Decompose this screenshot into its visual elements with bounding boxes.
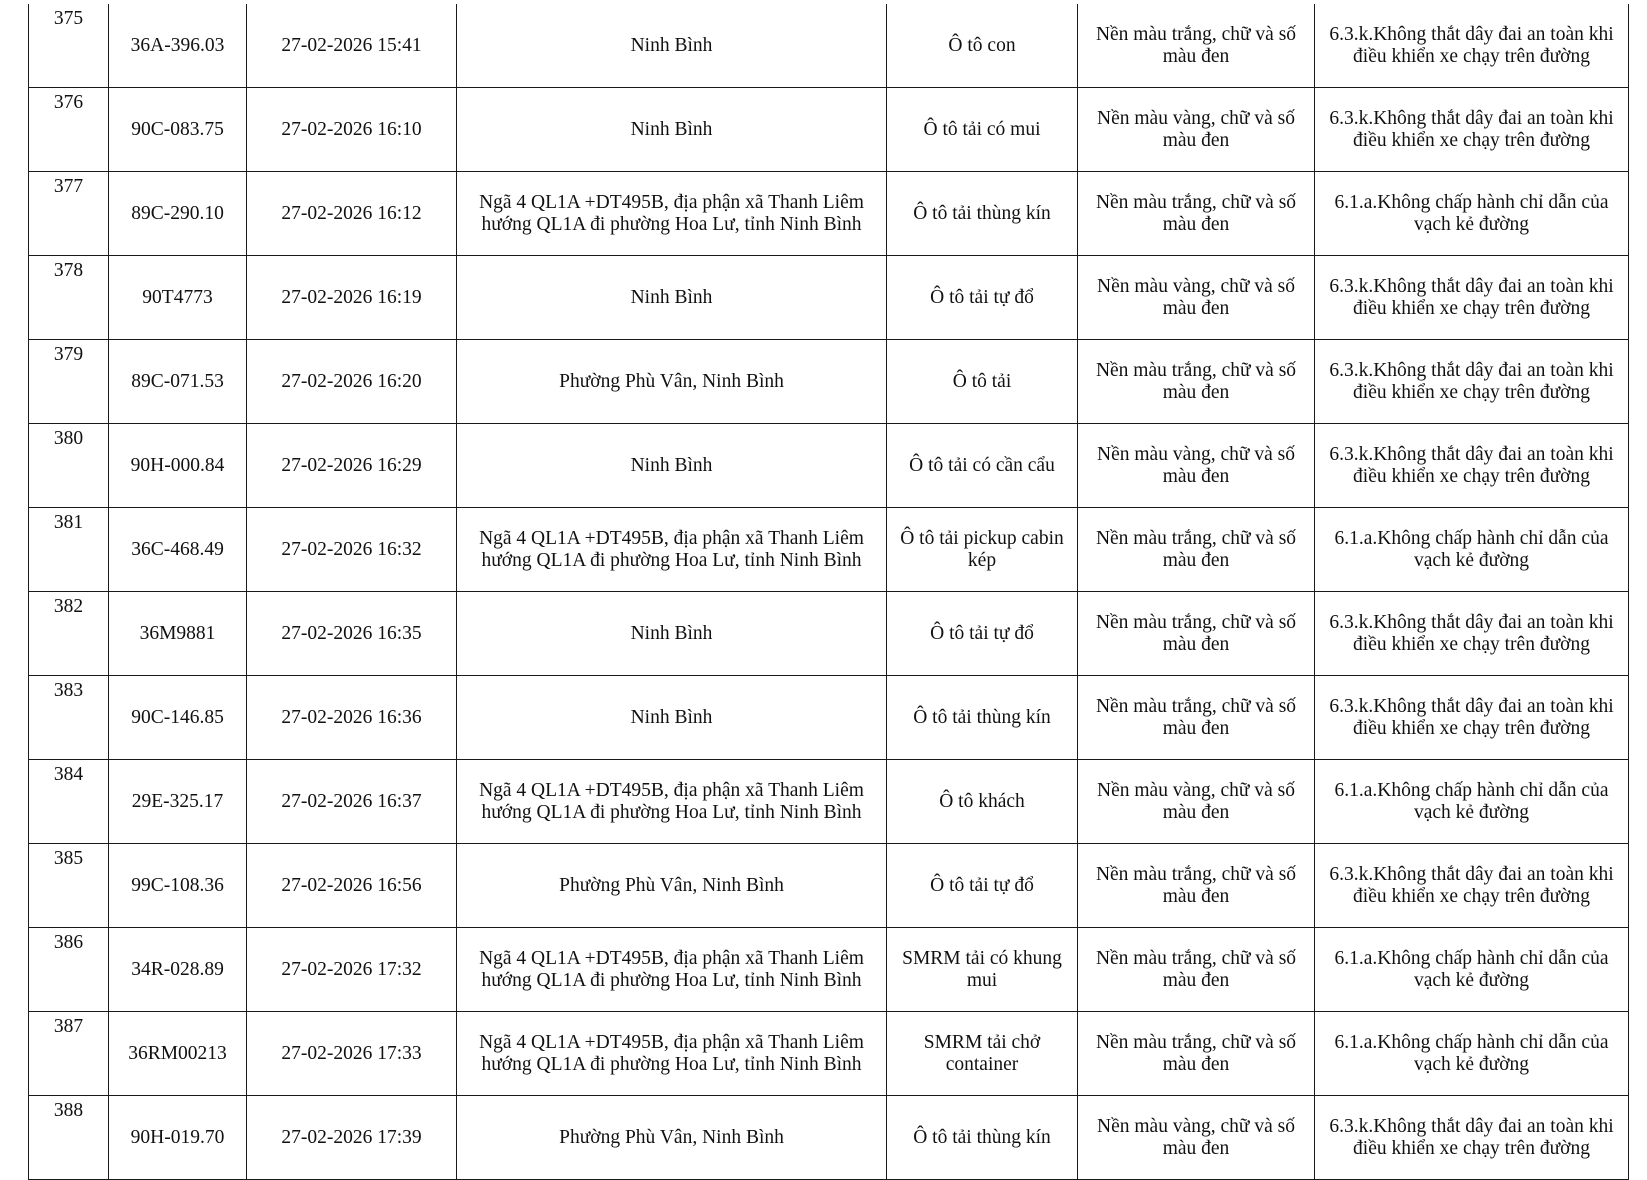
table-row <box>29 4 1629 88</box>
table-row <box>29 676 1629 760</box>
license-plate: 99C-108.36 <box>109 844 247 928</box>
license-plate: 36A-396.03 <box>109 4 247 88</box>
vehicle-type: Ô tô tải có mui <box>887 88 1078 172</box>
row-number: 388 <box>29 1096 109 1180</box>
plate-color: Nền màu vàng, chữ và số màu đen <box>1078 424 1315 508</box>
row-number: 383 <box>29 676 109 760</box>
plate-color: Nền màu vàng, chữ và số màu đen <box>1078 256 1315 340</box>
license-plate: 29E-325.17 <box>109 760 247 844</box>
table-row <box>29 592 1629 676</box>
violation-description: 6.3.k.Không thắt dây đai an toàn khi điều khiển xe chạy trên đường <box>1315 4 1629 88</box>
plate-color: Nền màu trắng, chữ và số màu đen <box>1078 844 1315 928</box>
violation-time: 27-02-2026 16:10 <box>247 88 457 172</box>
row-number: 387 <box>29 1012 109 1096</box>
violation-description: 6.1.a.Không chấp hành chỉ dẫn của vạch kẻ đường <box>1315 508 1629 592</box>
vehicle-type: Ô tô khách <box>887 760 1078 844</box>
row-number: 382 <box>29 592 109 676</box>
table-row <box>29 508 1629 592</box>
violation-location: Ngã 4 QL1A +DT495B, địa phận xã Thanh Liêm hướng QL1A đi phường Hoa Lư, tỉnh Ninh Bình <box>457 172 887 256</box>
license-plate: 90T4773 <box>109 256 247 340</box>
row-number: 376 <box>29 88 109 172</box>
vehicle-type: Ô tô tải tự đổ <box>887 844 1078 928</box>
violation-time: 27-02-2026 16:36 <box>247 676 457 760</box>
row-number: 377 <box>29 172 109 256</box>
plate-color: Nền màu trắng, chữ và số màu đen <box>1078 1012 1315 1096</box>
row-number: 375 <box>29 4 109 88</box>
license-plate: 89C-290.10 <box>109 172 247 256</box>
table-row <box>29 760 1629 844</box>
violation-location: Ninh Bình <box>457 88 887 172</box>
violation-location: Phường Phù Vân, Ninh Bình <box>457 1096 887 1180</box>
violation-location: Ninh Bình <box>457 424 887 508</box>
violation-location: Ngã 4 QL1A +DT495B, địa phận xã Thanh Liêm hướng QL1A đi phường Hoa Lư, tỉnh Ninh Bình <box>457 928 887 1012</box>
plate-color: Nền màu trắng, chữ và số màu đen <box>1078 592 1315 676</box>
plate-color: Nền màu vàng, chữ và số màu đen <box>1078 88 1315 172</box>
vehicle-type: Ô tô tải tự đổ <box>887 592 1078 676</box>
violation-time: 27-02-2026 17:39 <box>247 1096 457 1180</box>
violation-time: 27-02-2026 17:33 <box>247 1012 457 1096</box>
violation-time: 27-02-2026 15:41 <box>247 4 457 88</box>
plate-color: Nền màu trắng, chữ và số màu đen <box>1078 4 1315 88</box>
license-plate: 34R-028.89 <box>109 928 247 1012</box>
violation-location: Ninh Bình <box>457 4 887 88</box>
violation-description: 6.3.k.Không thắt dây đai an toàn khi điều khiển xe chạy trên đường <box>1315 340 1629 424</box>
plate-color: Nền màu trắng, chữ và số màu đen <box>1078 676 1315 760</box>
vehicle-type: Ô tô tải có cần cẩu <box>887 424 1078 508</box>
vehicle-type: SMRM tải chở container <box>887 1012 1078 1096</box>
violation-time: 27-02-2026 16:56 <box>247 844 457 928</box>
violation-description: 6.3.k.Không thắt dây đai an toàn khi điều khiển xe chạy trên đường <box>1315 256 1629 340</box>
license-plate: 90C-146.85 <box>109 676 247 760</box>
plate-color: Nền màu trắng, chữ và số màu đen <box>1078 340 1315 424</box>
table-row <box>29 172 1629 256</box>
vehicle-type: Ô tô tải thùng kín <box>887 676 1078 760</box>
license-plate: 90C-083.75 <box>109 88 247 172</box>
row-number: 378 <box>29 256 109 340</box>
table-row <box>29 88 1629 172</box>
table-row <box>29 844 1629 928</box>
violation-description: 6.1.a.Không chấp hành chỉ dẫn của vạch kẻ đường <box>1315 172 1629 256</box>
violation-location: Ninh Bình <box>457 592 887 676</box>
license-plate: 36C-468.49 <box>109 508 247 592</box>
violation-time: 27-02-2026 16:19 <box>247 256 457 340</box>
row-number: 385 <box>29 844 109 928</box>
violation-time: 27-02-2026 16:29 <box>247 424 457 508</box>
violation-time: 27-02-2026 17:32 <box>247 928 457 1012</box>
plate-color: Nền màu trắng, chữ và số màu đen <box>1078 928 1315 1012</box>
violation-description: 6.1.a.Không chấp hành chỉ dẫn của vạch kẻ đường <box>1315 928 1629 1012</box>
vehicle-type: Ô tô tải tự đổ <box>887 256 1078 340</box>
license-plate: 36M9881 <box>109 592 247 676</box>
violation-location: Ninh Bình <box>457 256 887 340</box>
violation-description: 6.3.k.Không thắt dây đai an toàn khi điều khiển xe chạy trên đường <box>1315 676 1629 760</box>
violations-table <box>28 4 1629 1180</box>
vehicle-type: SMRM tải có khung mui <box>887 928 1078 1012</box>
violation-time: 27-02-2026 16:32 <box>247 508 457 592</box>
violation-description: 6.3.k.Không thắt dây đai an toàn khi điều khiển xe chạy trên đường <box>1315 844 1629 928</box>
row-number: 381 <box>29 508 109 592</box>
table-row <box>29 424 1629 508</box>
plate-color: Nền màu trắng, chữ và số màu đen <box>1078 172 1315 256</box>
violation-time: 27-02-2026 16:37 <box>247 760 457 844</box>
violations-table-body <box>29 4 1629 1180</box>
vehicle-type: Ô tô tải thùng kín <box>887 172 1078 256</box>
vehicle-type: Ô tô tải <box>887 340 1078 424</box>
license-plate: 36RM00213 <box>109 1012 247 1096</box>
table-row <box>29 928 1629 1012</box>
violation-description: 6.3.k.Không thắt dây đai an toàn khi điều khiển xe chạy trên đường <box>1315 424 1629 508</box>
table-row <box>29 1012 1629 1096</box>
table-row <box>29 1096 1629 1180</box>
plate-color: Nền màu vàng, chữ và số màu đen <box>1078 1096 1315 1180</box>
vehicle-type: Ô tô tải thùng kín <box>887 1096 1078 1180</box>
violation-description: 6.1.a.Không chấp hành chỉ dẫn của vạch kẻ đường <box>1315 1012 1629 1096</box>
plate-color: Nền màu vàng, chữ và số màu đen <box>1078 760 1315 844</box>
license-plate: 89C-071.53 <box>109 340 247 424</box>
violation-description: 6.3.k.Không thắt dây đai an toàn khi điều khiển xe chạy trên đường <box>1315 592 1629 676</box>
violation-location: Phường Phù Vân, Ninh Bình <box>457 844 887 928</box>
violation-time: 27-02-2026 16:35 <box>247 592 457 676</box>
violation-location: Ninh Bình <box>457 676 887 760</box>
violation-location: Ngã 4 QL1A +DT495B, địa phận xã Thanh Liêm hướng QL1A đi phường Hoa Lư, tỉnh Ninh Bình <box>457 1012 887 1096</box>
violation-location: Ngã 4 QL1A +DT495B, địa phận xã Thanh Liêm hướng QL1A đi phường Hoa Lư, tỉnh Ninh Bình <box>457 508 887 592</box>
violation-time: 27-02-2026 16:20 <box>247 340 457 424</box>
violation-location: Ngã 4 QL1A +DT495B, địa phận xã Thanh Liêm hướng QL1A đi phường Hoa Lư, tỉnh Ninh Bình <box>457 760 887 844</box>
violation-description: 6.3.k.Không thắt dây đai an toàn khi điều khiển xe chạy trên đường <box>1315 1096 1629 1180</box>
vehicle-type: Ô tô con <box>887 4 1078 88</box>
row-number: 386 <box>29 928 109 1012</box>
license-plate: 90H-019.70 <box>109 1096 247 1180</box>
plate-color: Nền màu trắng, chữ và số màu đen <box>1078 508 1315 592</box>
row-number: 379 <box>29 340 109 424</box>
row-number: 384 <box>29 760 109 844</box>
vehicle-type: Ô tô tải pickup cabin kép <box>887 508 1078 592</box>
table-row <box>29 340 1629 424</box>
violation-description: 6.1.a.Không chấp hành chỉ dẫn của vạch kẻ đường <box>1315 760 1629 844</box>
table-row <box>29 256 1629 340</box>
violation-time: 27-02-2026 16:12 <box>247 172 457 256</box>
row-number: 380 <box>29 424 109 508</box>
violation-description: 6.3.k.Không thắt dây đai an toàn khi điều khiển xe chạy trên đường <box>1315 88 1629 172</box>
violation-location: Phường Phù Vân, Ninh Bình <box>457 340 887 424</box>
license-plate: 90H-000.84 <box>109 424 247 508</box>
